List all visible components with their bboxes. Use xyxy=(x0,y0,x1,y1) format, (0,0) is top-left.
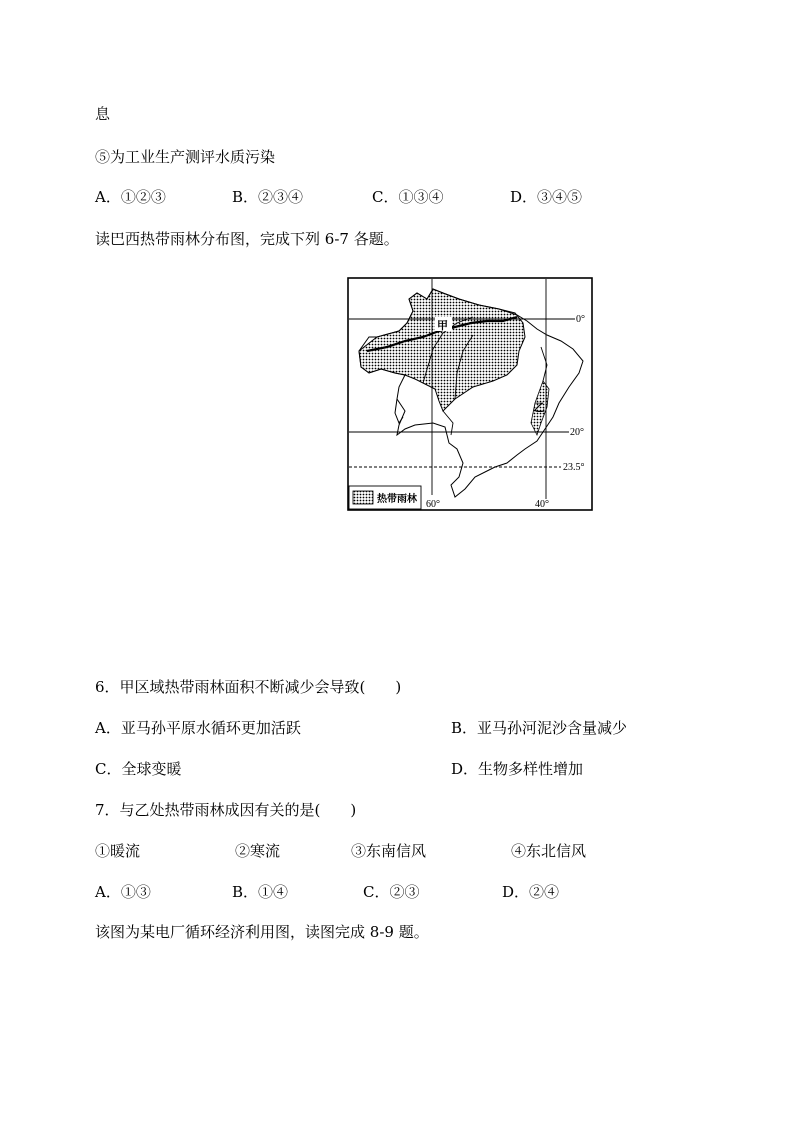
q6-option-b: B．亚马孙河泥沙含量减少 xyxy=(451,719,628,737)
intro-text-6-7: 读巴西热带雨林分布图，完成下列 6-7 各题。 xyxy=(95,230,399,248)
lon-label-60: 60° xyxy=(426,499,440,510)
lon-label-40: 40° xyxy=(535,499,549,510)
label-yi: 乙 xyxy=(534,401,545,414)
q6-option-a: A．亚马孙平原水循环更加活跃 xyxy=(95,719,301,737)
q7-item-4: ④东北信风 xyxy=(511,842,587,860)
q7-item-1: ①暖流 xyxy=(95,842,141,860)
q7-item-3: ③东南信风 xyxy=(351,842,427,860)
q6-option-c: C．全球变暖 xyxy=(95,760,182,778)
question-6: 6．甲区域热带雨林面积不断减少会导致( ) xyxy=(95,678,402,696)
text-line-1: 息 xyxy=(95,105,111,123)
q7-option-b: B．①④ xyxy=(232,883,289,901)
lat-label-0: 0° xyxy=(576,314,585,325)
q6-option-d: D．生物多样性增加 xyxy=(451,760,584,778)
q5-option-d: D．③④⑤ xyxy=(510,188,583,206)
legend-swatch xyxy=(353,491,373,504)
q7-item-2: ②寒流 xyxy=(235,842,281,860)
q7-option-a: A．①③ xyxy=(95,883,151,901)
q7-option-d: D．②④ xyxy=(502,883,560,901)
q5-option-a: A．①②③ xyxy=(95,188,166,206)
q5-option-c: C．①③④ xyxy=(372,188,444,206)
legend-label: 热带雨林 xyxy=(377,494,417,505)
intro-text-8-9: 该图为某电厂循环经济利用图，读图完成 8-9 题。 xyxy=(95,923,429,941)
lat-label-23-5: 23.5° xyxy=(563,462,585,473)
label-jia: 甲 xyxy=(437,319,448,332)
q7-option-c: C．②③ xyxy=(363,883,420,901)
q5-option-b: B．②③④ xyxy=(232,188,304,206)
question-7: 7．与乙处热带雨林成因有关的是( ) xyxy=(95,801,357,819)
brazil-rainforest-map xyxy=(347,277,593,511)
map-legend xyxy=(349,486,421,509)
lat-label-20: 20° xyxy=(570,427,584,438)
text-line-2: ⑤为工业生产测评水质污染 xyxy=(95,148,276,166)
